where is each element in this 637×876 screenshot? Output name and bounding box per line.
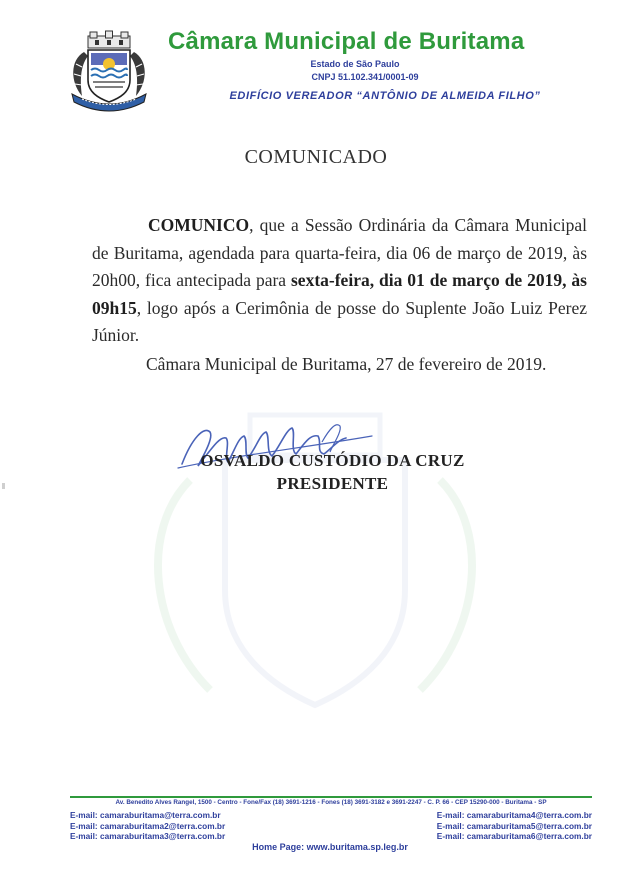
footer-email: E-mail: camaraburitama3@terra.com.br xyxy=(70,831,226,842)
signatory-role: PRESIDENTE xyxy=(276,474,389,493)
scan-artifact xyxy=(2,483,5,489)
footer-email: E-mail: camaraburitama4@terra.com.br xyxy=(436,810,592,820)
announcement-lead: COMUNICO xyxy=(148,215,250,235)
footer-address: Av. Benedito Alves Rangel, 1500 - Centro - Fone/Fax (18) 3691-1216 - Fones (18) 3691-3182 e 3691-2247 - C. P. 66 - CEP 15290-000 - Buritama - SP xyxy=(115,799,547,806)
announcement-new-date: sexta-feira, dia 01 de março de 2019, às 09h15 xyxy=(92,270,587,318)
footer-email: E-mail: camaraburitama5@terra.com.br xyxy=(436,820,592,831)
footer-email: E-mail: camaraburitama6@terra.com.br xyxy=(436,831,592,842)
footer-emails-right xyxy=(360,810,592,842)
footer-emails-left xyxy=(70,810,310,842)
institution-cnpj: CNPJ 51.102.341/0001-09 xyxy=(311,72,419,82)
place-and-date: Câmara Municipal de Buritama, 27 de fevereiro de 2019. xyxy=(146,354,547,374)
footer-email: E-mail: camaraburitama2@terra.com.br xyxy=(70,820,226,831)
municipal-coat-of-arms-icon xyxy=(66,30,152,112)
document-title: COMUNICADO xyxy=(244,146,388,168)
announcement-paragraph xyxy=(92,212,587,350)
announcement-text-part1: , que a Sessão Ordinária da Câmara Municipal de Buritama, agendada para quarta-feira, dia 06 de março de 2019, às 20h00, fica antecipada para xyxy=(92,215,587,290)
institution-name: Câmara Municipal de Buritama xyxy=(168,28,525,55)
footer-homepage: Home Page: www.buritama.sp.leg.br xyxy=(252,842,408,852)
institution-state: Estado de São Paulo xyxy=(310,59,400,69)
footer-divider xyxy=(70,796,592,798)
announcement-text-part2: , logo após a Cerimônia de posse do Suplente João Luiz Perez Júnior. xyxy=(92,297,587,345)
footer-email: E-mail: camaraburitama@terra.com.br xyxy=(70,810,221,820)
signatory-name: OSVALDO CUSTÓDIO DA CRUZ xyxy=(200,451,465,470)
institution-building: EDIFÍCIO VEREADOR “ANTÔNIO DE ALMEIDA FILHO” xyxy=(229,90,541,102)
